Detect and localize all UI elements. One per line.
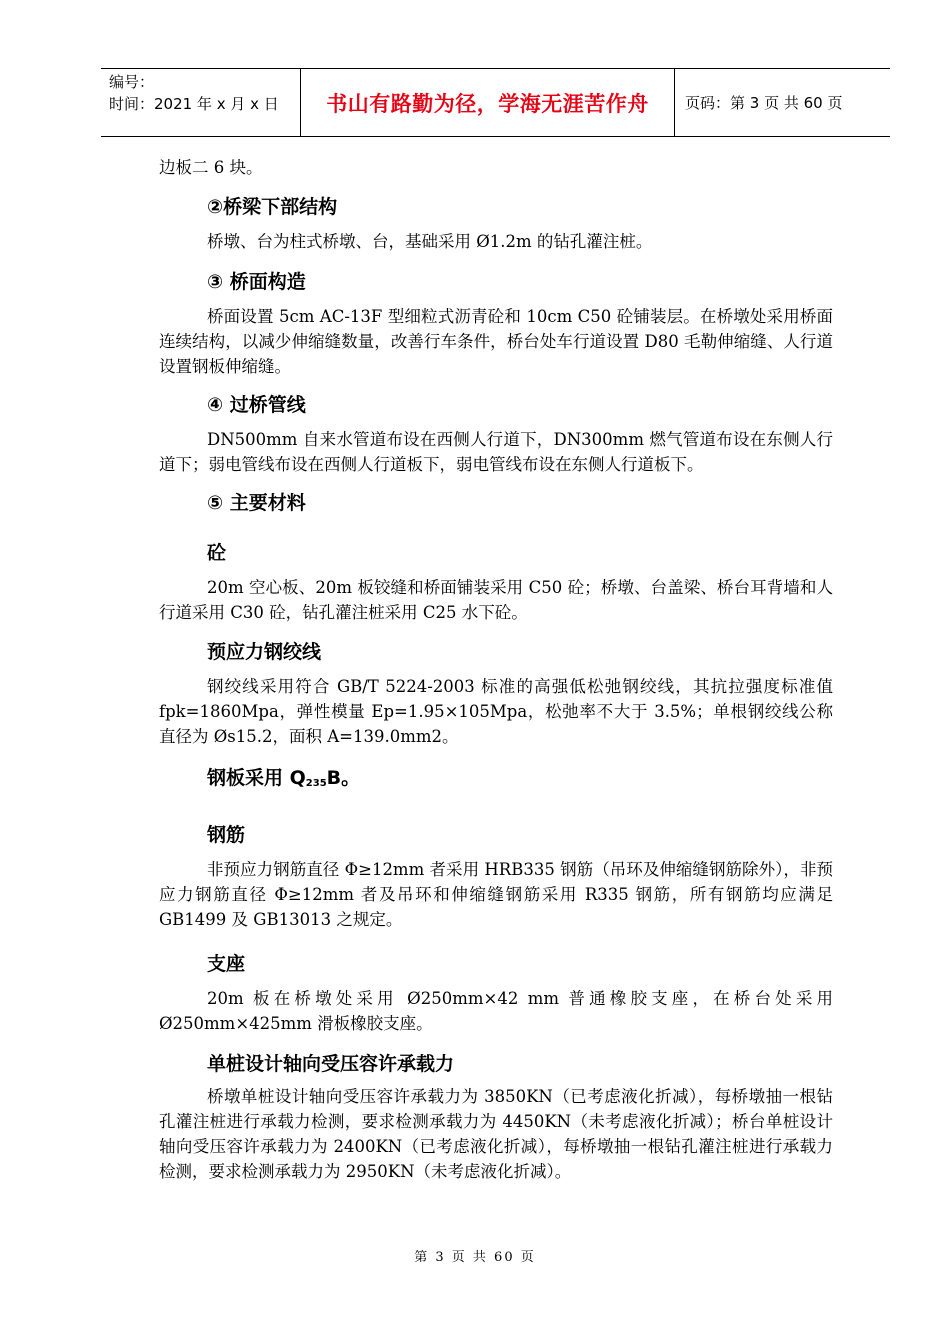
steel-plate-subscript: 235 [305, 778, 327, 789]
heading-steel-plate [159, 763, 833, 799]
heading-pipelines: ④ 过桥管线 [207, 394, 306, 416]
paragraph-substructure: 桥墩、台为柱式桥墩、台，基础采用 Ø1.2m 的钻孔灌注桩。 [207, 232, 653, 251]
document-body [159, 155, 833, 1184]
heading-concrete: 砼 [207, 542, 227, 564]
steel-plate-suffix: B。 [326, 767, 361, 789]
heading-rebar: 钢筋 [207, 824, 246, 846]
paragraph-prestressed-strand: 钢绞线采用符合 GB/T 5224-2003 标准的高强低松弛钢绞线，其抗拉强度标准值 fpk=1860Mpa，弹性模量 Ep=1.95×105Mpa，松弛率不大于 3.5%；单根钢绞线公称直径为 Øs15.2，面积 A=139.0mm2。 [159, 677, 833, 746]
heading-prestressed-strand: 预应力钢绞线 [207, 641, 322, 663]
heading-bearing: 支座 [207, 953, 246, 975]
serial-label: 编号： [109, 73, 155, 91]
page-footer: 第 3 页 共 60 页 [414, 1250, 536, 1265]
heading-substructure: ②桥梁下部结构 [207, 196, 338, 218]
paragraph-rebar: 非预应力钢筋直径 Φ≥12mm 者采用 HRB335 钢筋（吊环及伸缩缝钢筋除外），非预应力钢筋直径 Φ≥12mm 者及吊环和伸缩缝钢筋采用 R335 钢筋，所有钢筋均应满足 GB1499 及 GB13013 之规定。 [159, 860, 833, 929]
page-header [101, 68, 890, 137]
paragraph-intro: 边板二 6 块。 [159, 158, 263, 177]
paragraph-deck-structure: 桥面设置 5cm AC-13F 型细粒式沥青砼和 10cm C50 砼铺装层。在桥墩处采用桥面连续结构，以减少伸缩缝数量，改善行车条件，桥台处车行道设置 D80 毛勒伸缩缝、人行道设置钢板伸缩缝。 [159, 307, 833, 376]
heading-materials: ⑤ 主要材料 [207, 492, 306, 514]
heading-deck-structure: ③ 桥面构造 [207, 271, 306, 293]
paragraph-concrete: 20m 空心板、20m 板铰缝和桥面铺装采用 C50 砼；桥墩、台盖梁、桥台耳背墙和人行道采用 C30 砼，钻孔灌注桩采用 C25 水下砼。 [159, 578, 833, 622]
paragraph-bearing: 20m 板在桥墩处采用 Ø250mm×42 mm 普通橡胶支座，在桥台处采用 Ø250mm×425mm 滑板橡胶支座。 [159, 989, 833, 1033]
header-motto: 书山有路勤为径，学海无涯苦作舟 [301, 69, 675, 136]
header-page-info: 页码：第 3 页 共 60 页 [685, 94, 843, 112]
heading-pile-capacity: 单桩设计轴向受压容许承载力 [207, 1053, 455, 1075]
date-label: 时间：2021 年 x 月 x 日 [109, 95, 279, 113]
steel-plate-prefix: 钢板采用 Q [207, 767, 306, 789]
paragraph-pile-capacity: 桥墩单桩设计轴向受压容许承载力为 3850KN（已考虑液化折减），每桥墩抽一根钻孔灌注桩进行承载力检测，要求检测承载力为 4450KN（未考虑液化折减）；桥台单桩设计轴向受压容许承载力为 2400KN（已考虑液化折减），每桥墩抽一根钻孔灌注桩进行承载力检测，要求检测承载力为 2950KN（未考虑液化折减）。 [159, 1087, 833, 1181]
header-meta [101, 69, 301, 136]
paragraph-pipelines: DN500mm 自来水管道布设在西侧人行道下，DN300mm 燃气管道布设在东侧人行道下；弱电管线布设在西侧人行道板下，弱电管线布设在东侧人行道板下。 [159, 430, 833, 474]
